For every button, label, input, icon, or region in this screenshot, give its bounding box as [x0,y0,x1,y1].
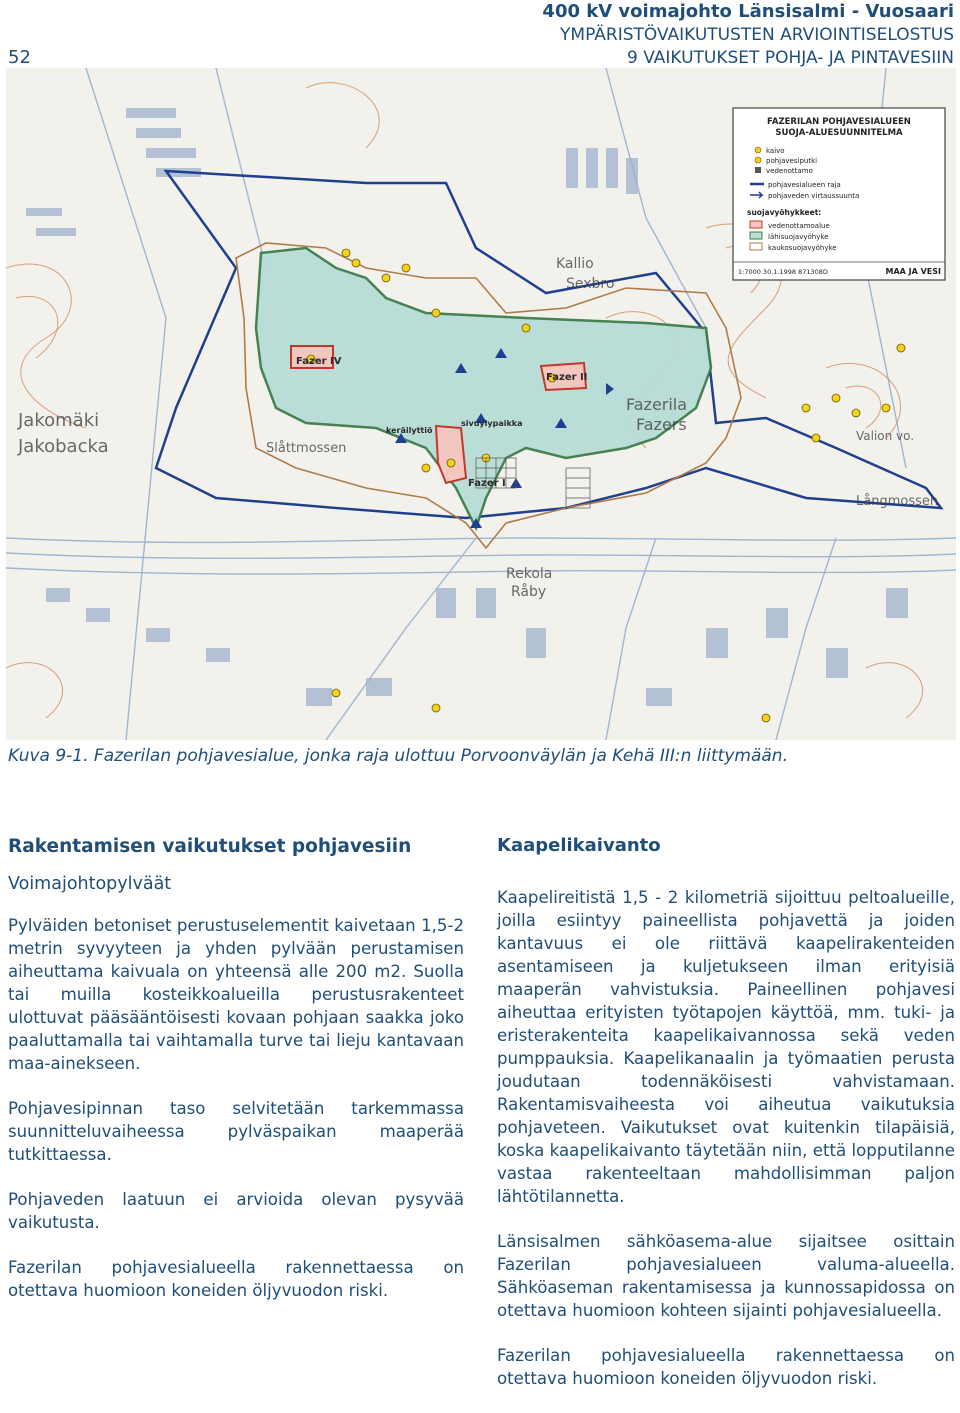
legend-protection-title: suojavyöhykkeet: [747,208,822,217]
map-label-valion: Valion vo. [856,429,915,443]
svg-text:FAZERILAN POHJAVESIALUEEN: FAZERILAN POHJAVESIALUEEN [767,117,911,127]
legend-footer-left: 1:7000 30.1.1998 871308D [738,268,828,276]
legend-item-kaivo: kaivo [766,147,785,155]
left-paragraph-2: Pohjavesipinnan taso selvitetään tarkemmassa suunnitteluvaiheessa pylväspaikan maaperää tutkittaessa. [8,1099,464,1164]
map-label-slattmossen: Slåttmossen [266,441,347,456]
groundwater-map [6,68,956,740]
map-label-sexbro: Sexbro [566,276,615,292]
legend-item-virtaussuunta: pohjaveden virtaussuunta [768,192,860,200]
right-paragraph-1: Kaapelireitistä 1,5 - 2 kilometriä sijoittuu peltoalueille, joilla esiintyy paineellista pohjavettä ja joiden kantavuus ei ole riittävä kaapelirakenteiden asentamiseen ja kuljetukseen ilman erityisiä maaperän vahvistuksia. Paineellinen pohjavesi aiheuttaa erityisten työtapojen käyttöä, mm. tuki- ja eristerakenteita kaapelikaivannossa sekä veden pumppauksia. Kaapelikanaalin ja työmaatien perusta joudutaan todennäköisesti vahvistamaan. Rakentamisvaiheesta voi aiheutua vaikutuksia pohjaveteen. Vaikutukset ovat kuitenkin tilapäisiä, koska kaapelikaivanto täytetään niin, että lopputilanne vastaa rakenteeltaan mahdollisimman paljon lähtötilannetta. [497,888,955,1206]
map-label-sivuylypaikka: sivuylypaikka [461,419,523,428]
page-header [542,0,954,70]
right-paragraph-2: Länsisalmen sähköasema-alue sijaitsee osittain Fazerilan pohjavesialueen valuma-alueella. Sähköaseman rakentamisessa ja kunnossapidossa on otettava huomioon kohteen sijainti pohjavesialueella. [497,1232,955,1320]
legend-item-lahisuoja: lähisuojavyöhyke [768,233,829,241]
map-label-fazer-ii: Fazer II [546,372,588,383]
legend-footer-right: MAA JA VESI [885,267,941,276]
map-label-langmossen: Långmossen [856,494,939,509]
left-subheading: Voimajohtopylväät [8,874,172,894]
legend-item-vedenottamoalue: vedenottamoalue [768,222,830,230]
figure-caption: Kuva 9-1. Fazerilan pohjavesialue, jonka raja ulottuu Porvoonväylän ja Kehä III:n liittymään. [8,746,788,766]
map-label-rekola: Rekola [506,566,553,582]
legend-item-kaukosuoja: kaukosuojavyöhyke [768,244,837,252]
document-subtitle: YMPÄRISTÖVAIKUTUSTEN ARVIOINTISELOSTUS [560,25,954,45]
right-heading: Kaapelikaivanto [497,835,661,856]
map-label-fazer-iv: Fazer IV [296,356,342,367]
map-label-keraysyttio: keräilyttiö [386,426,433,435]
section-title: 9 VAIKUTUKSET POHJA- JA PINTAVESIIN [626,48,954,68]
map-legend [733,108,945,280]
left-paragraph-1: Pylväiden betoniset perustuselementit kaivetaan 1,5-2 metrin syvyyteen ja yhden pylvään perustamisen aiheuttama kaivuala on yhteensä alle 200 m2. Suolla tai muilla kosteikkoalueilla perustusrakenteet ulottuvat pääsääntöisesti kovaan pohjaan saakka joko paaluttamalla tai vaihtamalla turve tai lieju kantavaan maa-ainekseen. [8,916,464,1073]
right-paragraph-3: Fazerilan pohjavesialueella rakennettaessa on otettava huomioon koneiden öljyvuodon riski. [497,1346,955,1388]
left-paragraph-4: Fazerilan pohjavesialueella rakennettaessa on otettava huomioon koneiden öljyvuodon riski. [8,1258,464,1300]
left-heading: Rakentamisen vaikutukset pohjavesiin [8,836,412,857]
map-label-jakomaki: Jakomäki [18,410,100,431]
legend-item-vedenottamo: vedenottamo [766,167,813,175]
map-label-fazers: Fazers [636,415,687,434]
map-label-fazer-i: Fazer I [468,478,506,489]
map-label-jakobacka: Jakobacka [18,436,109,457]
legend-item-raja: pohjavesialueen raja [768,181,841,189]
map-label-kallio: Kallio [556,256,594,272]
left-column [8,834,464,1324]
left-paragraph-3: Pohjaveden laatuun ei arvioida olevan pysyvää vaikutusta. [8,1190,464,1232]
right-column [497,834,955,1412]
map-label-raby: Råby [511,584,547,600]
legend-item-pohjavesiputki: pohjavesiputki [766,157,818,165]
page-number: 52 [8,47,31,68]
svg-text:SUOJA-ALUESUUNNITELMA: SUOJA-ALUESUUNNITELMA [775,128,903,138]
document-title: 400 kV voimajohto Länsisalmi - Vuosaari [542,1,954,22]
map-label-fazerila: Fazerila [626,395,688,414]
